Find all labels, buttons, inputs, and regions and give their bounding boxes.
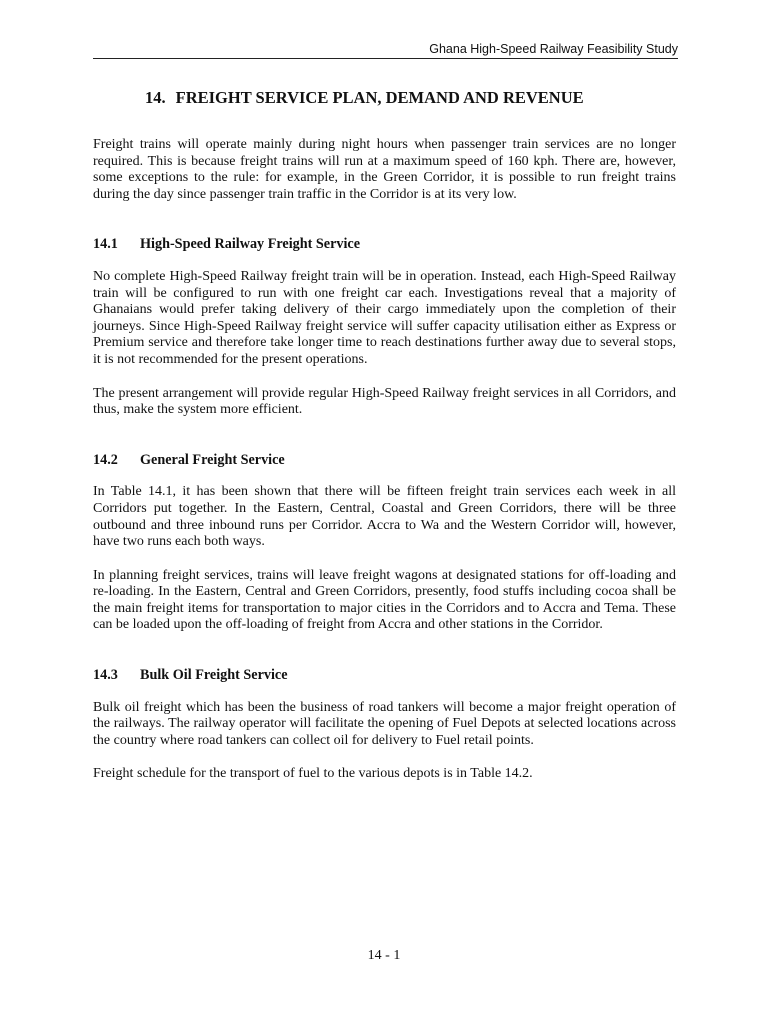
section-title: General Freight Service [140, 451, 285, 468]
paragraph: In planning freight services, trains will leave freight wagons at designated stations for off-loading and re-loading. In the Eastern, Central and Green Corridors, presently, food stuffs including cocoa shall be the main freight items for transportation to major cities in the Corridors and to Accra and Tema. These can be loaded upon the off-loading of freight from Accra and other stations in the Corridor. [93, 567, 676, 633]
section-number: 14.3 [93, 667, 118, 684]
intro-paragraph: Freight trains will operate mainly during night hours when passenger train services are no longer required. This is because freight trains will run at a maximum speed of 160 kph. There are, however, some exceptions to the rule: for example, in the Green Corridor, it is possible to run freight trains during the day since passenger train traffic in the Corridor is at its very low. [93, 137, 676, 202]
running-header: Ghana High-Speed Railway Feasibility Study [429, 42, 678, 56]
paragraph: No complete High-Speed Railway freight train will be in operation. Instead, each High-Speed Railway train will be configured to run with one freight car each. Investigations reveal that a majority of Ghanaians would prefer taking delivery of their cargo immediately upon the completion of their journeys. Since High-Speed Railway freight service will suffer capacity utilisation either as Express or Premium service and therefore take longer time to reach destinations further away due to several stops, it is not recommended for the present operations. [93, 268, 676, 367]
section-number: 14.2 [93, 451, 118, 468]
page-number: 14 - 1 [367, 948, 401, 963]
page-content [93, 88, 676, 783]
chapter-title [145, 88, 676, 108]
section-number: 14.1 [93, 236, 118, 253]
header-rule [93, 58, 678, 59]
chapter-number: 14. [145, 88, 166, 107]
section-title: High-Speed Railway Freight Service [140, 236, 361, 253]
section-heading-14-1 [93, 236, 676, 253]
paragraph: The present arrangement will provide regular High-Speed Railway freight services in all Corridors, and thus, make the system more efficient. [93, 385, 676, 418]
paragraph: In Table 14.1, it has been shown that there will be fifteen freight train services each week in all Corridors put together. In the Eastern, Central, Coastal and Green Corridors, there will be three outbound and three inbound runs per Corridor. Accra to Wa and the Western Corridor will, however, have two runs each both ways. [93, 484, 676, 550]
chapter-title-text: FREIGHT SERVICE PLAN, DEMAND AND REVENUE [175, 88, 584, 107]
section-heading-14-3 [93, 667, 676, 684]
paragraph: Bulk oil freight which has been the business of road tankers will become a major freight operation of the railways. The railway operator will facilitate the opening of Fuel Depots at selected locations across the country where road tankers can collect oil for delivery to Fuel retail points. [93, 699, 676, 748]
paragraph: Freight schedule for the transport of fuel to the various depots is in Table 14.2. [93, 766, 533, 782]
section-heading-14-2 [93, 452, 676, 469]
section-title: Bulk Oil Freight Service [140, 667, 288, 684]
